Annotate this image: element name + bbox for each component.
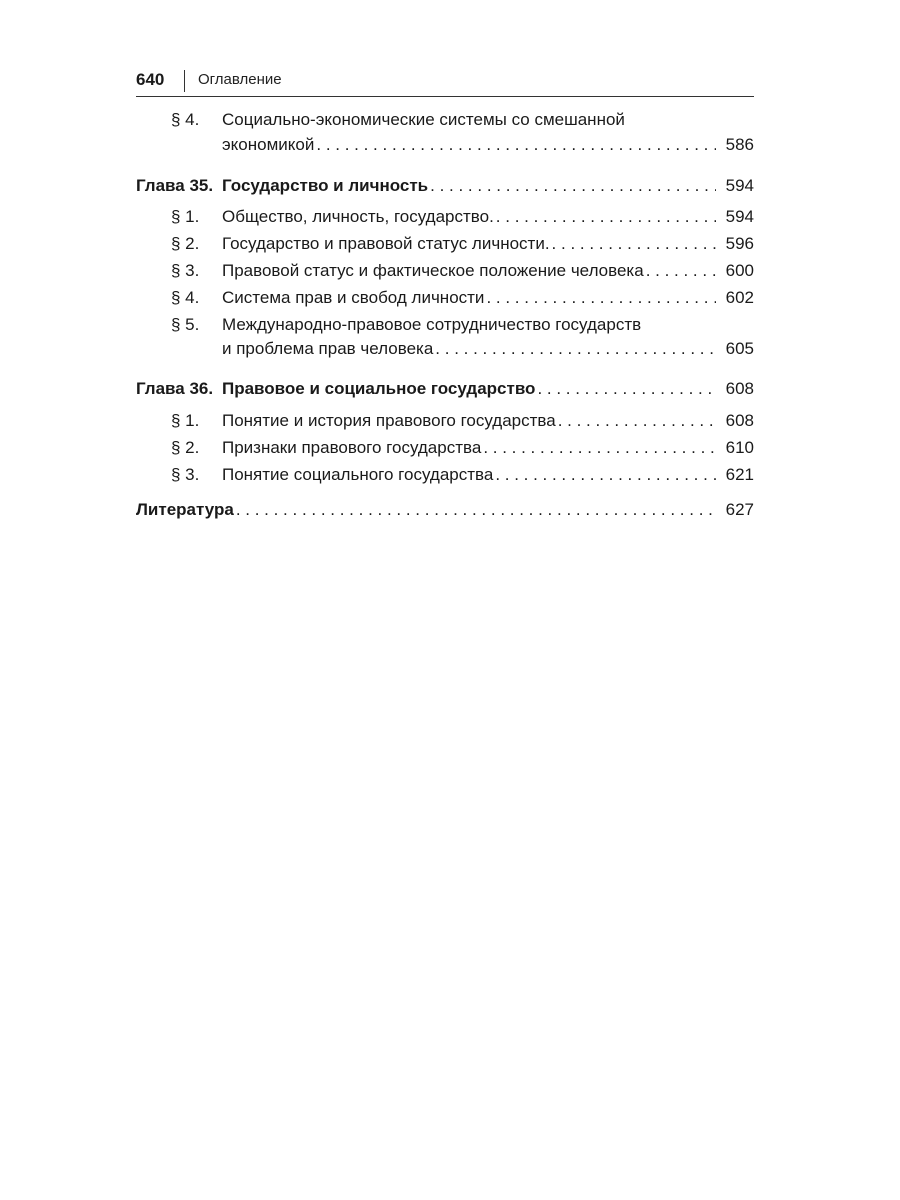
chapter-title: Государство и личность [222, 176, 429, 195]
section-number: § 1. [171, 411, 200, 430]
page-ref: 621 [725, 465, 754, 484]
page-ref: 594 [725, 176, 754, 195]
page-number: 640 [136, 70, 165, 89]
dot-leader [537, 377, 716, 401]
page-ref: 586 [725, 135, 754, 154]
section-title: Понятие социального государства [222, 465, 494, 484]
page-ref: 596 [725, 234, 754, 253]
dot-leader [236, 498, 716, 522]
section-title: Государство и правовой статус личности. [222, 234, 550, 253]
page-ref: 627 [725, 500, 754, 519]
section-number: § 4. [171, 110, 200, 129]
header-divider [184, 70, 185, 92]
section-number: § 4. [171, 288, 200, 307]
page-ref: 600 [725, 261, 754, 280]
section-title-line2: и проблема прав человека [222, 339, 434, 358]
header-title: Оглавление [198, 71, 282, 88]
section-title: Признаки правового государства [222, 438, 482, 457]
chapter-title: Правовое и социальное государство [222, 379, 536, 398]
section-title-line2: экономикой [222, 135, 315, 154]
dot-leader [496, 205, 716, 229]
section-number: § 1. [171, 207, 200, 226]
dot-leader [435, 337, 716, 361]
section-number: § 3. [171, 261, 200, 280]
dot-leader [558, 409, 716, 433]
page-ref: 608 [725, 379, 754, 398]
dot-leader [495, 463, 716, 487]
running-header [136, 68, 754, 97]
dot-leader [486, 286, 716, 310]
dot-leader [646, 259, 716, 283]
section-title: Понятие и история правового государства [222, 411, 556, 430]
page-ref: 602 [725, 288, 754, 307]
section-title: Правовой статус и фактическое положение человека [222, 261, 644, 280]
dot-leader [430, 174, 716, 198]
dot-leader [316, 133, 716, 157]
page-ref: 608 [725, 411, 754, 430]
section-title-line1: Социально-экономические системы со смешанной [222, 110, 625, 129]
dot-leader [552, 232, 716, 256]
page-ref: 610 [725, 438, 754, 457]
section-number: § 2. [171, 438, 200, 457]
dot-leader [483, 436, 716, 460]
page-ref: 605 [725, 339, 754, 358]
literature-title: Литература [136, 500, 234, 519]
section-title: Общество, личность, государство. [222, 207, 494, 226]
section-number: § 3. [171, 465, 200, 484]
section-number: § 2. [171, 234, 200, 253]
section-title: Система прав и свобод личности [222, 288, 485, 307]
chapter-number: Глава 36. [136, 379, 214, 398]
page-ref: 594 [725, 207, 754, 226]
section-title-line1: Международно-правовое сотрудничество государств [222, 315, 642, 334]
chapter-number: Глава 35. [136, 176, 214, 195]
section-number: § 5. [171, 315, 200, 334]
